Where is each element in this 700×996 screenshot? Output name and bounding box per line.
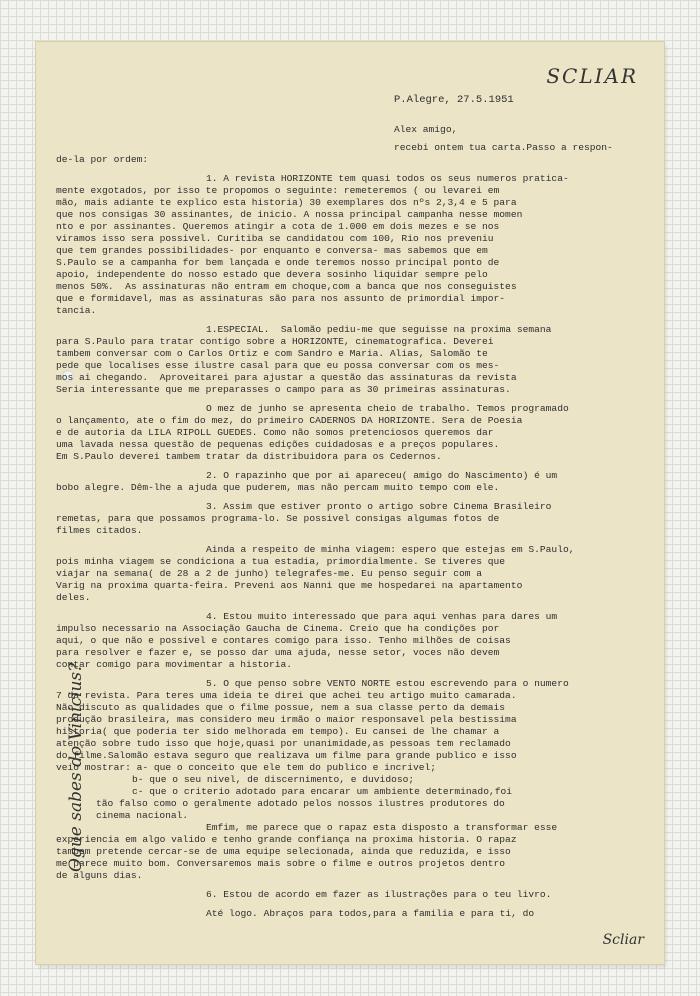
text-line: viajar na semana( de 28 a 2 de junho) telegrafes-me. Eu penso seguir com a xyxy=(56,568,483,579)
handwritten-signature: Scliar xyxy=(602,932,644,948)
text-line: 2. O rapazinho que por ai apareceu( amigo do Nascimento) é um xyxy=(206,470,558,481)
text-line: Até logo. Abraços para todos,para a familia e para ti, do xyxy=(206,908,535,919)
paragraph-2 xyxy=(56,470,652,494)
text-line: uma lavada nessa questão de pequenas edições cuidadosas e a preços populares. xyxy=(56,439,500,450)
text-line: Em S.Paulo deverei tambem tratar da distribuidora para os Cedernos. xyxy=(56,451,442,462)
text-line: c- que o criterio adotado para encarar um ambiente determinado,foi xyxy=(132,786,512,797)
text-line: Emfim, me parece que o rapaz esta disposto a transformar esse xyxy=(206,822,558,833)
text-line: que e formidavel, mas as assinaturas são para nos assunto de primordial impor- xyxy=(56,293,506,304)
text-line: pede que localises esse ilustre casal para que eu possa conversar com os mes- xyxy=(56,360,500,371)
letter-body xyxy=(56,94,652,927)
paragraph-6 xyxy=(56,889,652,901)
salutation: Alex amigo, xyxy=(394,124,458,135)
text-line: tambem pretende cercar-se de uma equipe selecionada, ainda que reduzida, e isso xyxy=(56,846,511,857)
text-line: 1.ESPECIAL. Salomão pediu-me que seguisse na proxima semana xyxy=(206,324,552,335)
text-line: produção brasileira, mas considero meu irmão o maior responsavel pela bestissima xyxy=(56,714,517,725)
text-line: nto e por assinantes. Queremos atingir a cota de 1.000 em dois mezes e se nos xyxy=(56,221,500,232)
text-line: remetas, para que possamos programa-lo. Se possivel consigas algumas fotos de xyxy=(56,513,500,524)
text-line: para resolver e fazer e, se posso dar uma ajuda, nesse setor, voces não devem xyxy=(56,647,500,658)
text-line: atenção sobre tudo isso que hoje,quasi por unanimidade,as pessoas tem reclamado xyxy=(56,738,511,749)
text-line: 7 da revista. Para teres uma ideia te direi que achei teu artigo muito camarada. xyxy=(56,690,517,701)
paragraph-1 xyxy=(56,173,652,317)
text-line: 4. Estou muito interessado que para aqui venhas para dares um xyxy=(206,611,558,622)
text-line: que tem grandes possibilidades- por enquanto e conversa- mas sabemos que em xyxy=(56,245,488,256)
text-line: Não discuto as qualidades que o filme possue, nem a sua classe perto da demais xyxy=(56,702,506,713)
text-line: tão falso como o geralmente adotado pelos nossos ilustres produtores do xyxy=(96,798,505,809)
text-line: o lançamento, ate o fim do mez, do primeiro CADERNOS DA HORIZONTE. Sera de Poesia xyxy=(56,415,523,426)
handwritten-name-top: SCLIAR xyxy=(546,64,638,88)
text-line: tambem conversar com o Carlos Ortiz e com Sandro e Maria. Alias, Salomão te xyxy=(56,348,488,359)
text-line: que nos consigas 30 assinantes, de inicio. A nossa principal campanha nesse momen xyxy=(56,209,523,220)
closing xyxy=(56,908,652,920)
text-line: 1. A revista HORIZONTE tem quasi todos os seus numeros pratica- xyxy=(206,173,569,184)
paragraph-junho xyxy=(56,403,652,463)
letter-sheet xyxy=(36,42,664,964)
text-line: de-la por ordem: xyxy=(56,154,149,165)
paragraph-4 xyxy=(56,611,652,671)
text-line: veio mostrar: a- que o conceito que ele tem do publico e incrivel; xyxy=(56,762,436,773)
text-line: historia( que poderia ter sido melhorada em tempo). Eu cansei de lhe chamar a xyxy=(56,726,500,737)
text-line: aqui, o que não e possivel e contares comigo para isso. Tenho milhões de coisas xyxy=(56,635,511,646)
text-line: 5. O que penso sobre VENTO NORTE estou escrevendo para o numero xyxy=(206,678,569,689)
text-line: de alguns dias. xyxy=(56,870,143,881)
text-line: Seria interessante que me preparasses o campo para as 30 primeiras assinaturas. xyxy=(56,384,511,395)
text-line: contar comigo para movimentar a historia. xyxy=(56,659,293,670)
text-line: menos 50%. As assinaturas não entram em choque,com a banca que nos conseguistes xyxy=(56,281,517,292)
text-line: me parece muito bom. Conversaremos mais sobre o filme e outros projetos dentro xyxy=(56,858,506,869)
text-line: 3. Assim que estiver pronto o artigo sobre Cinema Brasileiro xyxy=(206,501,552,512)
text-line: mos ai chegando. Aproveitarei para ajustar a questão das assinaturas da revista xyxy=(56,372,517,383)
text-line: cinema nacional. xyxy=(96,810,189,821)
paragraph-3 xyxy=(56,501,652,537)
text-line: experiencia em algo valido e tenho grande confiança na proxima historia. O rapaz xyxy=(56,834,517,845)
text-line: viramos isso sera possivel. Curitiba se candidatou com 100, Rio nos preveniu xyxy=(56,233,494,244)
paragraph-5 xyxy=(56,678,652,882)
text-line: mão, mais adiante te explico esta historia) 30 exemplares dos nºs 2,3,4 e 5 para xyxy=(56,197,517,208)
paragraph-intro xyxy=(56,142,652,166)
text-line: para S.Paulo para tratar contigo sobre a HORIZONTE, cinematografica. Deverei xyxy=(56,336,494,347)
text-line: impulso necessario na Associação Gaucha de Cinema. Creio que ha condições por xyxy=(56,623,500,634)
text-line: do filme.Salomão estava seguro que realizava um filme para grande publico e isso xyxy=(56,750,517,761)
text-line: O mez de junho se apresenta cheio de trabalho. Temos programado xyxy=(206,403,569,414)
text-line: e de autoria da LILA RIPOLL GUEDES. Como não somos pretenciosos queremos dar xyxy=(56,427,494,438)
text-line: deles. xyxy=(56,592,91,603)
text-line: Ainda a respeito de minha viagem: espero que estejas em S.Paulo, xyxy=(206,544,575,555)
text-line: mente exgotados, por isso te propomos o seguinte: remeteremos ( ou levarei em xyxy=(56,185,500,196)
text-line: 6. Estou de acordo em fazer as ilustrações para o teu livro. xyxy=(206,889,552,900)
text-line: bobo alegre. Dêm-lhe a ajuda que puderem, mas não percam muito tempo com ele. xyxy=(56,482,500,493)
paragraph-viagem xyxy=(56,544,652,604)
text-line: apoio, independente do nosso estado que devera sosinho liquidar sempre pelo xyxy=(56,269,488,280)
text-line: filmes citados. xyxy=(56,525,143,536)
text-line: tancia. xyxy=(56,305,97,316)
text-line: S.Paulo se a campanha for bem lançada e onde teremos nosso principal ponto de xyxy=(56,257,500,268)
handwritten-margin-note: Ogue sabes do Vinicius? xyxy=(66,662,86,872)
text-line: b- que o seu nivel, de discernimento, e duvidoso; xyxy=(132,774,415,785)
paragraph-especial xyxy=(56,324,652,396)
text-line: Varig na proxima quarta-feira. Preveni aos Nanni que me hospedarei na apartamento xyxy=(56,580,523,591)
place-date: P.Alegre, 27.5.1951 xyxy=(394,94,514,106)
text-line: pois minha viagem se condiciona a tua estadia, primordialmente. Se tiveres que xyxy=(56,556,506,567)
text-line: recebi ontem tua carta.Passo a respon- xyxy=(394,142,613,153)
